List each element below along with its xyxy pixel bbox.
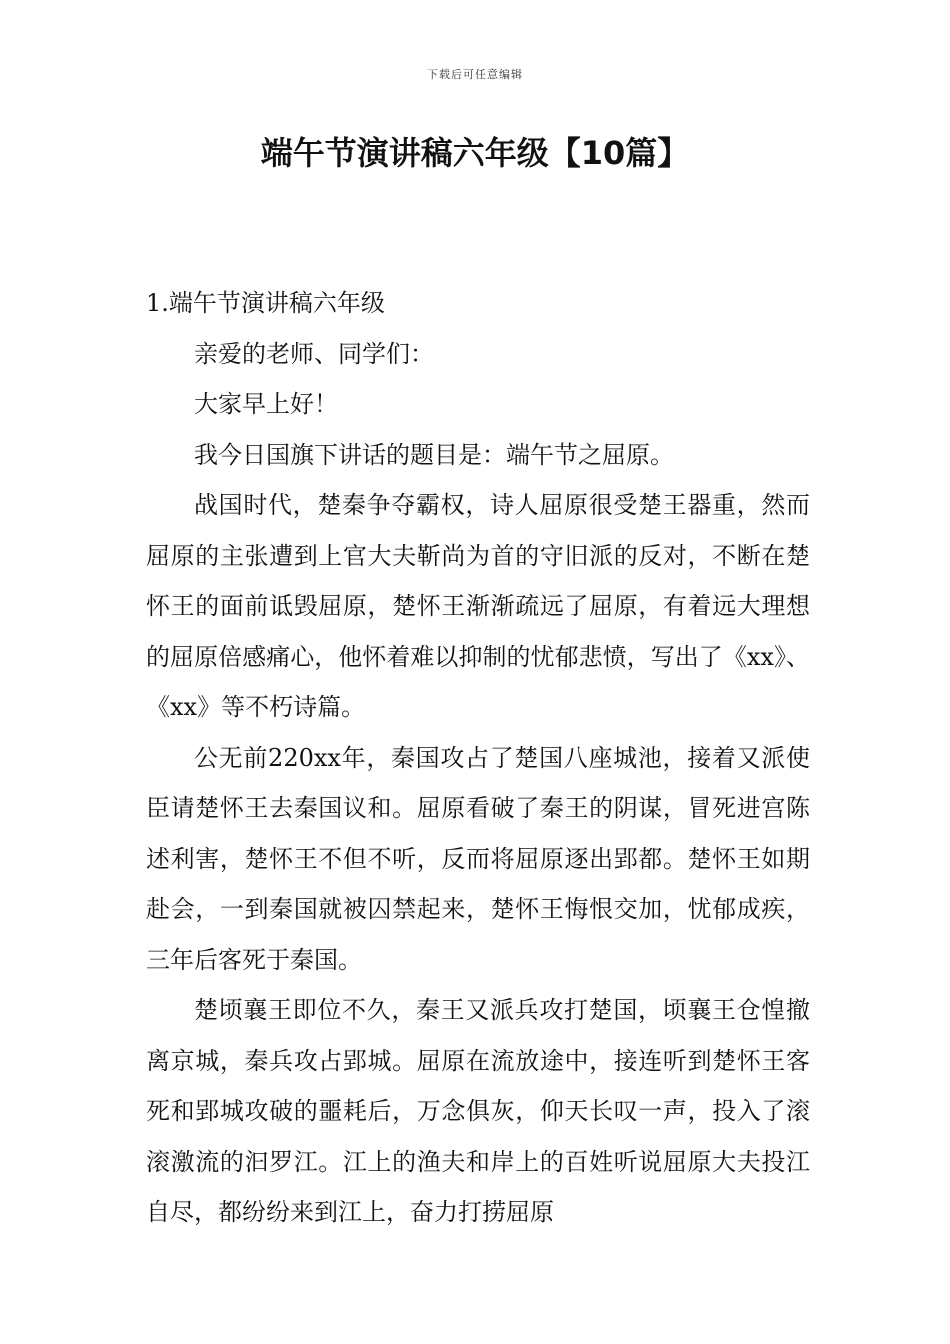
section-heading: 1.端午节演讲稿六年级 xyxy=(146,289,385,317)
document-body xyxy=(146,278,810,1238)
salutation-paragraph: 大家早上好！ xyxy=(194,390,338,418)
greeting-paragraph: 亲爱的老师、同学们： xyxy=(194,339,434,368)
body-paragraph: 战国时代，楚秦争夺霸权，诗人屈原很受楚王器重，然而屈原的主张遭到上官大夫靳尚为首的守旧派的反对，不断在楚怀王的面前诋毁屈原，楚怀王渐渐疏远了屈原，有着远大理想的屈原倍感痛心，他怀着难以抑制的忧郁悲愤，写出了《xx》、《xx》等不朽诗篇。 xyxy=(146,491,810,721)
body-paragraph: 公无前220xx年，秦国攻占了楚国八座城池，接着又派使臣请楚怀王去秦国议和。屈原看破了秦王的阴谋，冒死进宫陈述利害，楚怀王不但不听，反而将屈原逐出郢都。楚怀王如期赴会，一到秦国就被囚禁起来，楚怀王悔恨交加，忧郁成疾，三年后客死于秦国。 xyxy=(146,743,810,974)
page-header-note: 下载后可任意编辑 xyxy=(427,68,523,81)
document-title: 端午节演讲稿六年级【10篇】 xyxy=(260,134,690,172)
topic-paragraph: 我今日国旗下讲话的题目是：端午节之屈原。 xyxy=(194,440,674,469)
body-paragraph: 楚顷襄王即位不久，秦王又派兵攻打楚国，顷襄王仓惶撤离京城，秦兵攻占郢城。屈原在流放途中，接连听到楚怀王客死和郢城攻破的噩耗后，万念俱灰，仰天长叹一声，投入了滚滚激流的汩罗江。江上的渔夫和岸上的百姓听说屈原大夫投江自尽，都纷纷来到江上，奋力打捞屈原 xyxy=(146,996,810,1226)
